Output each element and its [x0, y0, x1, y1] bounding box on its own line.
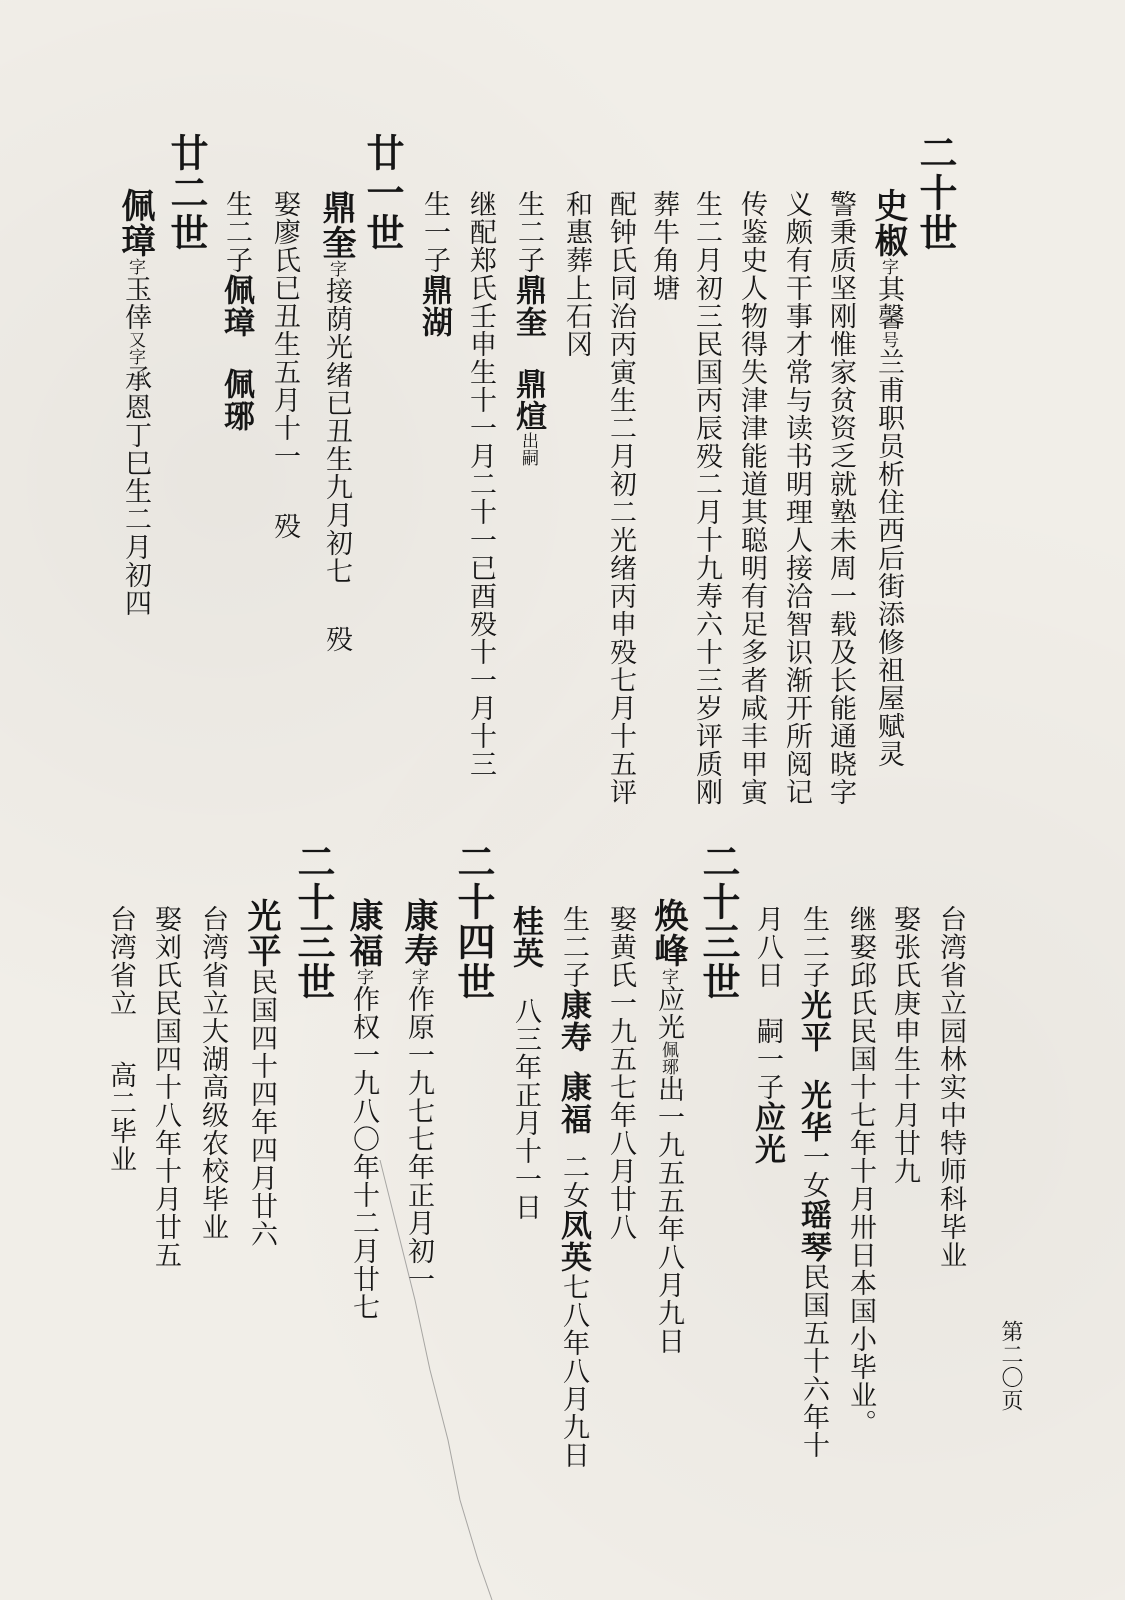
child-name: 康寿: [555, 989, 591, 1053]
zi-mark: 字: [353, 968, 373, 985]
adoption-note: 出嗣: [518, 432, 538, 466]
generation-heading-24: 二十四世: [451, 842, 496, 1002]
text-line: 台湾省立园林实中特师科毕业: [935, 905, 966, 1269]
generation-heading-23: 二十三世: [696, 842, 741, 1002]
text-line: 生二月初三民国丙辰殁二月十九寿六十三岁评质刚: [691, 190, 722, 806]
daughter-name: 凤英: [555, 1209, 591, 1273]
children-line: [508, 190, 548, 466]
person-name: 光平: [241, 898, 281, 968]
adopted-line: [747, 905, 787, 1165]
entry-text: 月八日 嗣一子: [752, 905, 783, 1101]
zi-mark: 字: [125, 258, 145, 275]
person-name: 史椒: [868, 188, 908, 258]
entry-text: 承恩丁巳生二月初四: [120, 365, 151, 617]
zi-value: 其馨: [873, 275, 904, 331]
entry-huanfeng: [648, 898, 688, 1355]
text-line: 继配郑氏壬申生十一月二十一已酉殁十一月十三: [465, 190, 496, 778]
entry-text: 七八年八月九日: [558, 1273, 589, 1469]
spouse-line: [264, 190, 304, 540]
youzi-mark: 又字: [125, 331, 145, 365]
person-name: 焕峰: [648, 898, 688, 968]
entry-text: 兰甫职员析住西后街添修祖屋赋灵: [873, 348, 904, 768]
entry-text: 作权一九八〇年十二月廿七: [348, 985, 379, 1321]
text-line: 传鉴史人物得失津津能道其聪明有足多者咸丰甲寅: [736, 190, 767, 806]
person-name: 康福: [343, 898, 383, 968]
hao-mark: 号: [878, 331, 898, 348]
text-line: 义颇有干事才常与读书明理人接洽智识渐开所阅记: [781, 190, 812, 806]
children-line: [216, 190, 256, 432]
text-line: 葬牛角塘: [648, 190, 679, 302]
entry-text: 民国五十六年十: [798, 1263, 829, 1459]
child-name: 佩璋: [218, 274, 254, 338]
children-line: [414, 190, 454, 338]
children-prefix: 生二子: [798, 905, 829, 989]
zi-value: 应光: [653, 985, 684, 1041]
child-name: 应光: [749, 1101, 785, 1165]
text-line: 娶刘氏民国四十八年十月廿五: [150, 905, 181, 1269]
entry-text: 高二毕业: [105, 1061, 136, 1173]
text-line: 娶黄氏一九五七年八月廿八: [605, 905, 636, 1241]
person-name: 康寿: [398, 898, 438, 968]
children-prefix: 生一子: [419, 190, 450, 274]
entry-shijiao: [868, 188, 908, 768]
child-name: 鼎煊: [510, 368, 546, 432]
entry-guangping: [241, 898, 281, 1248]
entry-text: 作原一九七七年正月初一: [403, 985, 434, 1293]
children-prefix: 生二子: [221, 190, 252, 274]
zi-value: 玉倖: [120, 275, 151, 331]
text-line: 娶张氏庚申生十月廿九: [889, 905, 920, 1185]
text-line: 台湾省立大湖高级农校毕业: [197, 905, 228, 1241]
child-name: 鼎湖: [416, 274, 452, 338]
person-name: 佩璋: [115, 188, 155, 258]
text-line: 配钟氏同治丙寅生二月初二光绪丙申殁七月十五评: [605, 190, 636, 806]
generation-heading-23: 二十三世: [291, 842, 336, 1002]
entry-text: 接荫光绪已丑生九月初七: [321, 277, 352, 585]
entry-text: 八三年正月十一日: [510, 997, 541, 1221]
zi-mark: 字: [878, 258, 898, 275]
children-line: [793, 905, 833, 1459]
children-prefix: 生二子: [513, 190, 544, 274]
death-mark: 殁: [269, 512, 300, 540]
child-name: 佩琊: [218, 368, 254, 432]
text-line: 继娶邱氏民国十七年十月卅日本国小毕业。: [845, 905, 876, 1437]
education-line: [100, 905, 140, 1173]
children-prefix: 生二子: [558, 905, 589, 989]
death-mark: 殁: [321, 625, 352, 653]
child-name: 鼎奎: [510, 274, 546, 338]
entry-text: 娶廖氏已丑生五月十一: [269, 190, 300, 470]
daughters-prefix: 二女: [558, 1153, 589, 1209]
entry-text: 一九五五年八月九日: [653, 1103, 684, 1355]
zi-mark: 字: [408, 968, 428, 985]
person-name: 鼎奎: [316, 190, 356, 260]
paper-crease: [360, 1160, 500, 1600]
daughter-name: 瑶琴: [795, 1199, 831, 1263]
father-name: 佩琊: [658, 1041, 678, 1075]
origin-mark: 出: [653, 1075, 684, 1103]
zi-mark: 字: [326, 260, 346, 277]
text-line: 和惠葬上石冈: [561, 190, 592, 358]
entry-text: 民国四十四年四月廿六: [246, 968, 277, 1248]
entry-dingkui: [316, 190, 356, 653]
daughters-prefix: 一女: [798, 1143, 829, 1199]
entry-peizhang: [115, 188, 155, 617]
entry-text: 台湾省立: [105, 905, 136, 1017]
zi-mark: 字: [658, 968, 678, 985]
children-line: [553, 905, 593, 1469]
child-name: 光平: [795, 989, 831, 1053]
generation-heading-22: 廿二世: [164, 133, 209, 253]
child-name: 康福: [555, 1071, 591, 1135]
text-line: 警秉质坚刚惟家贫资乏就塾未周一载及长能通晓字: [825, 190, 856, 806]
child-name: 光华: [795, 1079, 831, 1143]
generation-heading-20: 二十世: [913, 133, 958, 253]
generation-heading-21: 廿一世: [360, 133, 405, 253]
page-number: 第二〇页: [998, 1320, 1023, 1412]
daughter-line: [505, 905, 545, 1221]
daughter-name: 桂英: [507, 905, 543, 969]
